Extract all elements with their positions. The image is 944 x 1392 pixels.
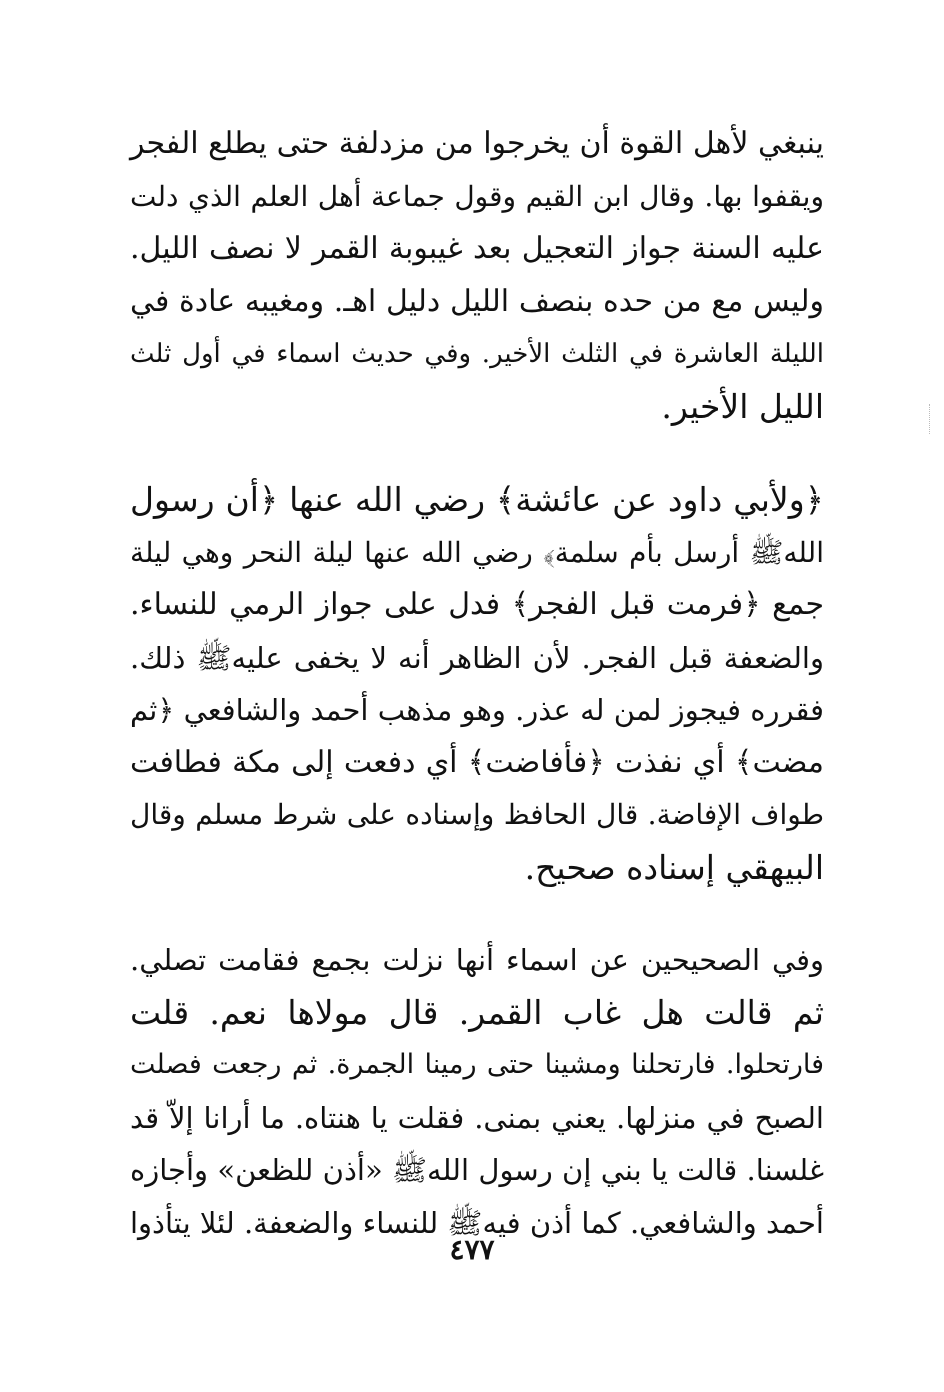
text-line: فارتحلوا. فارتحلنا ومشينا حتى رمينا الجمرة. ثم رجعت فصلت: [130, 1049, 824, 1080]
paragraph-2: [130, 474, 824, 894]
text-line: الليلة العاشرة في الثلث الأخير. وفي حديث اسماء في أول ثلث: [130, 339, 824, 369]
paragraph-1: [130, 118, 824, 433]
text-line: الصبح في منزلها. يعني بمنى. فقلت يا هنتاه. ما أرانا إلاّ قد: [130, 1100, 824, 1135]
text-line: عليه السنة جواز التعجيل بعد غيبوبة القمر لا نصف الليل.: [130, 231, 824, 266]
text-line: اللهﷺ أرسل بأم سلمة﴾ رضي الله عنها ليلة النحر وهي ليلة: [130, 535, 824, 569]
text-line: ويقفوا بها. وقال ابن القيم وقول جماعة أهل العلم الذي دلت: [130, 179, 824, 213]
text-line: جمع ﴿فرمت قبل الفجر﴾ فدل على جواز الرمي للنساء.: [130, 587, 824, 622]
text-line: طواف الإفاضة. قال الحافظ وإسناده على شرط مسلم وقال: [130, 798, 824, 831]
text-line: غلسنا. قالت يا بني إن رسول اللهﷺ «أذن للظعن» وأجازه: [130, 1153, 824, 1187]
text-line: فقرره فيجوز لمن له عذر. وهو مذهب أحمد والشافعي ﴿ثم: [130, 693, 824, 727]
margin-mark: [926, 404, 930, 434]
text-line: والضعفة قبل الفجر. لأن الظاهر أنه لا يخفى عليهﷺ ذلك.: [130, 640, 824, 675]
text-line: مضت﴾ أي نفذت ﴿فأفاضت﴾ أي دفعت إلى مكة فطافت: [130, 744, 824, 780]
page-number: ٤٧٧: [449, 1233, 495, 1266]
text-line: ينبغي لأهل القوة أن يخرجوا من مزدلفة حتى يطلع الفجر: [130, 126, 824, 161]
text-line: البيهقي إسناده صحيح.: [524, 847, 824, 887]
text-line: الليل الأخير.: [661, 386, 824, 426]
text-line: أحمد والشافعي. كما أذن فيهﷺ للنساء والضعفة. لئلا يتأذوا: [130, 1205, 824, 1240]
paragraph-3: [130, 934, 824, 1249]
text-line: وليس مع من حده بنصف الليل دليل اهـ. ومغيبه عادة في: [130, 283, 824, 319]
text-line: وفي الصحيحين عن اسماء أنها نزلت بجمع فقامت تصلي.: [130, 943, 824, 977]
text-line: ثم قالت هل غاب القمر. قال مولاها نعم. قلت: [130, 992, 824, 1032]
text-line: ﴿ولأبي داود عن عائشة﴾ رضي الله عنها ﴿أن رسول: [130, 480, 824, 519]
